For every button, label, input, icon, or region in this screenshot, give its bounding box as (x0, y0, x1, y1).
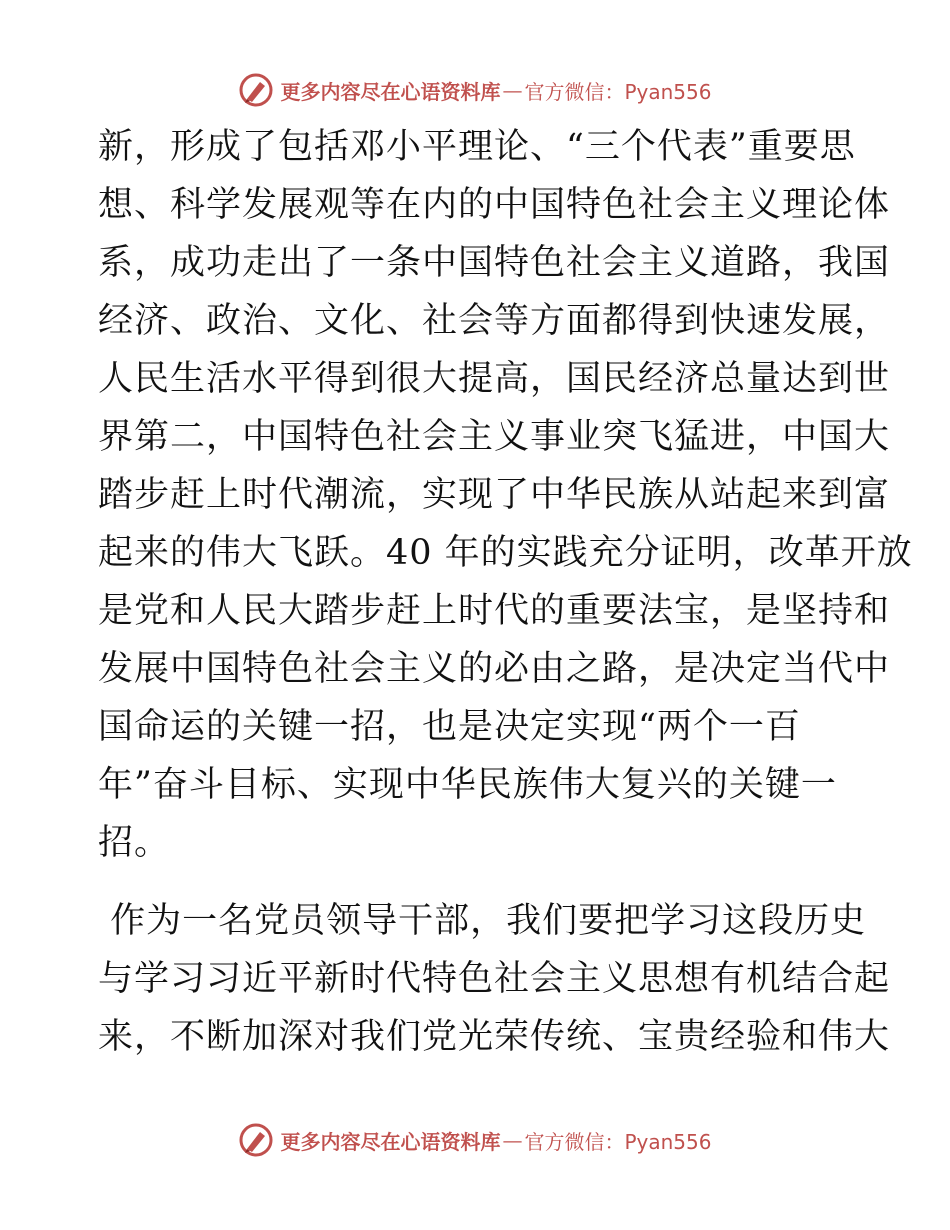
text-line: 国命运的关键一招，也是决定实现“两个一百 (98, 707, 801, 747)
banner-text: 更多内容尽在心语资料库 (280, 79, 501, 104)
paragraph-1 (98, 118, 913, 872)
text-line: 作为一名党员领导干部，我们要把学习这段历史 (98, 901, 867, 941)
paragraph-gap (98, 872, 878, 892)
banner-text: 更多内容尽在心语资料库 (280, 1129, 501, 1154)
banner-dash: — (502, 78, 523, 102)
text-line: 踏步赶上时代潮流，实现了中华民族从站起来到富 (98, 475, 891, 515)
text-line: 经济、政治、文化、社会等方面都得到快速发展， (98, 301, 891, 341)
pen-logo-icon (238, 72, 274, 108)
text-line: 人民生活水平得到很大提高，国民经济总量达到世 (98, 359, 891, 399)
header-banner (0, 70, 950, 110)
banner-dash: — (502, 1128, 523, 1152)
text-line: 想、科学发展观等在内的中国特色社会主义理论体 (98, 185, 891, 225)
text-line: 是党和人民大踏步赶上时代的重要法宝，是坚持和 (98, 591, 891, 631)
text-line: 界第二，中国特色社会主义事业突飞猛进，中国大 (98, 417, 891, 457)
text-line: 系，成功走出了一条中国特色社会主义道路，我国 (98, 243, 891, 283)
banner-wechat: 官方微信：Pyan556 (524, 1129, 712, 1154)
text-line: 年”奋斗目标、实现中华民族伟大复兴的关键一 (98, 765, 837, 805)
paragraph-2 (98, 892, 891, 1066)
text-line: 来，不断加深对我们党光荣传统、宝贵经验和伟大 (98, 1017, 891, 1057)
banner-wechat: 官方微信：Pyan556 (524, 79, 712, 104)
footer-banner (0, 1120, 950, 1160)
document-body (98, 118, 913, 1066)
text-line: 发展中国特色社会主义的必由之路，是决定当代中 (98, 649, 891, 689)
text-line: 起来的伟大飞跃。40 年的实践充分证明，改革开放 (98, 533, 913, 573)
text-line: 招。 (98, 823, 171, 863)
pen-logo-icon (238, 1122, 274, 1158)
text-line: 与学习习近平新时代特色社会主义思想有机结合起 (98, 959, 891, 999)
text-line: 新，形成了包括邓小平理论、“三个代表”重要思 (98, 127, 856, 167)
